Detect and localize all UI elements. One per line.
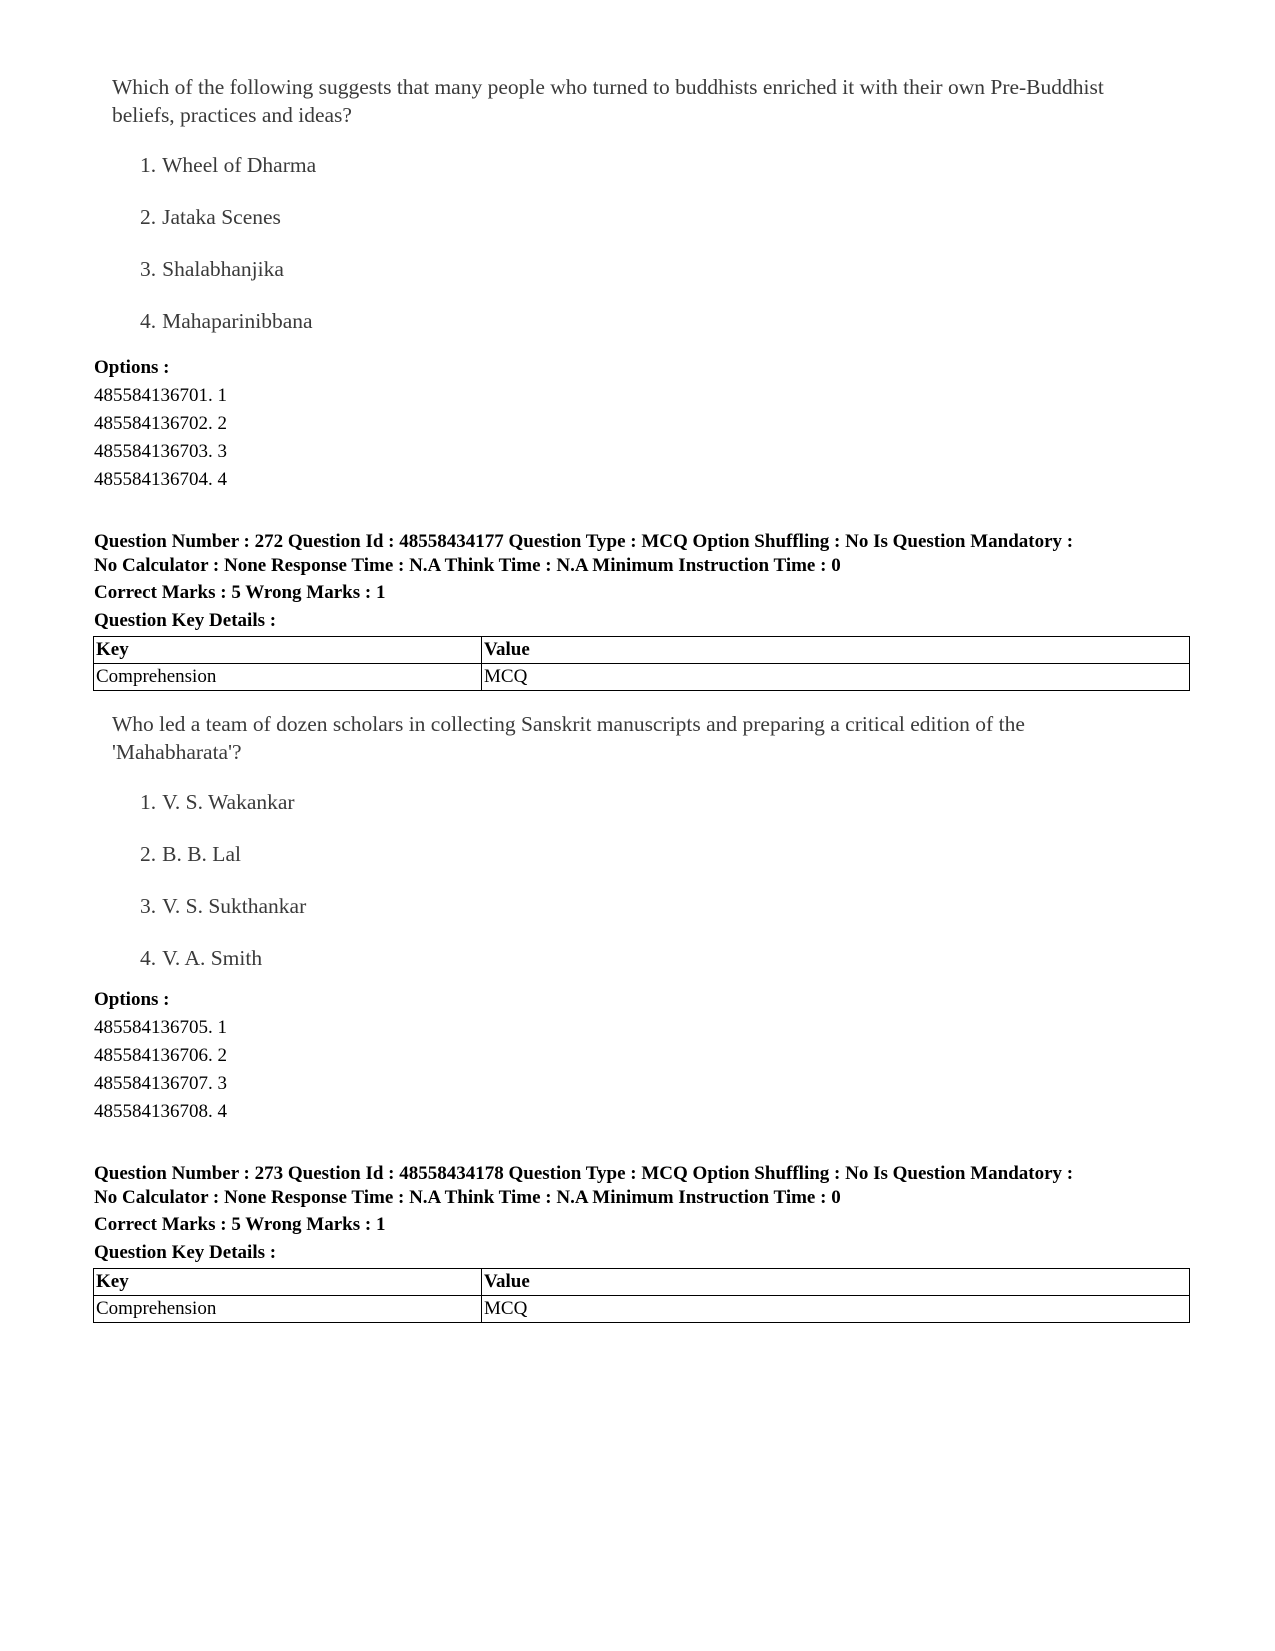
choice-text: V. S. Sukthankar xyxy=(162,894,307,918)
option-line: 485584136701. 1 xyxy=(94,385,227,406)
choice-text: Jataka Scenes xyxy=(162,205,281,229)
table-cell-key: Comprehension xyxy=(94,664,482,691)
question-choice xyxy=(140,151,316,179)
key-details-label: Question Key Details : xyxy=(94,610,277,631)
choice-number: 4. xyxy=(140,309,157,333)
question-choice xyxy=(140,840,241,868)
marks-line: Correct Marks : 5 Wrong Marks : 1 xyxy=(94,1214,386,1235)
option-line: 485584136702. 2 xyxy=(94,413,227,434)
choice-number: 4. xyxy=(140,946,157,970)
choice-text: V. S. Wakankar xyxy=(162,790,295,814)
question-meta xyxy=(94,530,1204,578)
meta-line-1: Question Number : 272 Question Id : 48558434177 Question Type : MCQ Option Shuffling : No Is Question Mandatory : xyxy=(94,531,1074,552)
choice-number: 2. xyxy=(140,205,157,229)
option-line: 485584136706. 2 xyxy=(94,1045,227,1066)
table-row xyxy=(94,1296,1190,1323)
choice-text: Shalabhanjika xyxy=(162,257,284,281)
question-meta xyxy=(94,1162,1204,1210)
choice-number: 3. xyxy=(140,894,157,918)
meta-line-2: No Calculator : None Response Time : N.A Think Time : N.A Minimum Instruction Time : 0 xyxy=(94,555,841,576)
choice-text: B. B. Lal xyxy=(162,842,241,866)
choice-text: Mahaparinibbana xyxy=(162,309,313,333)
table-header-value: Value xyxy=(482,1269,1190,1296)
choice-text: V. A. Smith xyxy=(162,946,263,970)
key-table xyxy=(93,636,1190,691)
meta-line-1: Question Number : 273 Question Id : 48558434178 Question Type : MCQ Option Shuffling : No Is Question Mandatory : xyxy=(94,1163,1074,1184)
table-row xyxy=(94,664,1190,691)
table-cell-value: MCQ xyxy=(482,664,1190,691)
choice-number: 2. xyxy=(140,842,157,866)
options-label: Options : xyxy=(94,989,170,1010)
option-line: 485584136703. 3 xyxy=(94,441,227,462)
table-cell-key: Comprehension xyxy=(94,1296,482,1323)
table-header-value: Value xyxy=(482,637,1190,664)
option-line: 485584136705. 1 xyxy=(94,1017,227,1038)
table-header-key: Key xyxy=(94,637,482,664)
table-header-row xyxy=(94,1269,1190,1296)
table-cell-value: MCQ xyxy=(482,1296,1190,1323)
option-line: 485584136707. 3 xyxy=(94,1073,227,1094)
table-header-row xyxy=(94,637,1190,664)
question-choice xyxy=(140,944,262,972)
key-details-label: Question Key Details : xyxy=(94,1242,277,1263)
table-header-key: Key xyxy=(94,1269,482,1296)
choice-text: Wheel of Dharma xyxy=(162,153,317,177)
question-text: Who led a team of dozen scholars in collecting Sanskrit manuscripts and preparing a critical edition of the 'Mahabharata'? xyxy=(112,712,1025,764)
choice-number: 1. xyxy=(140,790,157,814)
question-choice xyxy=(140,892,306,920)
question-choice xyxy=(140,788,295,816)
question-choice xyxy=(140,203,281,231)
choice-number: 3. xyxy=(140,257,157,281)
question-text: Which of the following suggests that many people who turned to buddhists enriched it with their own Pre-Buddhist beliefs, practices and ideas? xyxy=(112,75,1104,127)
choice-number: 1. xyxy=(140,153,157,177)
question-choice xyxy=(140,255,284,283)
meta-line-2: No Calculator : None Response Time : N.A Think Time : N.A Minimum Instruction Time : 0 xyxy=(94,1187,841,1208)
marks-line: Correct Marks : 5 Wrong Marks : 1 xyxy=(94,582,386,603)
options-label: Options : xyxy=(94,357,170,378)
option-line: 485584136704. 4 xyxy=(94,469,227,490)
question-choice xyxy=(140,307,313,335)
key-table xyxy=(93,1268,1190,1323)
option-line: 485584136708. 4 xyxy=(94,1101,227,1122)
